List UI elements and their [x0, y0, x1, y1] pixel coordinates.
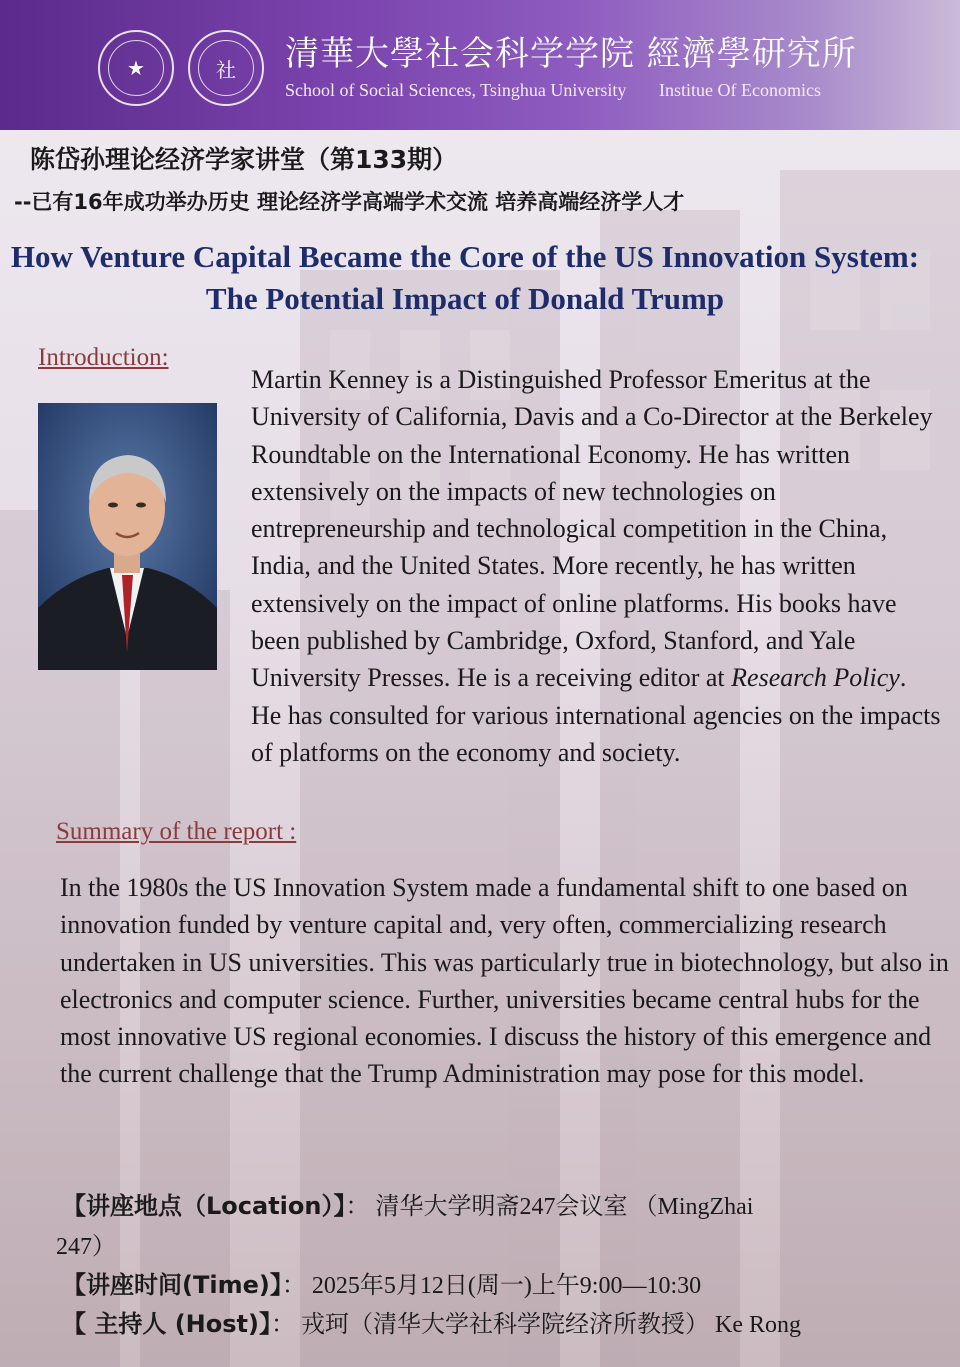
location-key: 【讲座地点（Location）】 [62, 1192, 346, 1220]
institute-name-en: Institue Of Economics [659, 80, 821, 100]
journal-name: Research Policy [731, 663, 900, 693]
series-title: 陈岱孙理论经济学家讲堂（第133期） [30, 145, 458, 174]
location-value: ： 清华大学明斋247会议室 （MingZhai [345, 1194, 754, 1220]
host-line [62, 1304, 801, 1339]
introduction-label: Introduction: [38, 344, 169, 371]
tsinghua-seal-icon: ★ [98, 30, 174, 106]
summary-text: In the 1980s the US Innovation System made a fundamental shift to one based on innovation funded by venture capital and, very often, commercializing research undertaken in US universities. This was particularly true in biotechnology, but also in electronics and computer science. Further, universities became central hubs for the most innovative US regional economies. I discuss the history of this emergence and the current challenge that the Trump Administration may pose for this model. [60, 873, 949, 1089]
institution-logo-text: 清華大學社会科学学院 經濟學研究所 [285, 34, 857, 74]
summary-label: Summary of the report : [56, 818, 297, 845]
speaker-photo [38, 403, 217, 670]
school-name-en: School of Social Sciences, Tsinghua University [285, 80, 627, 100]
time-line [62, 1265, 701, 1300]
location-line [62, 1186, 753, 1221]
location-line-cont: 247） [56, 1234, 116, 1260]
host-value: ： 戎珂（清华大学社科学院经济所教授） Ke Rong [270, 1312, 801, 1338]
lecture-title: How Venture Capital Became the Core of the US Innovation System: The Potential Impact of Donald Trump [10, 239, 920, 316]
time-value: ： 2025年5月12日(周一)上午9:00—10:30 [281, 1273, 702, 1299]
series-tagline: --已有16年成功举办历史 理论经济学高端学术交流 培养高端经济学人才 [14, 190, 685, 214]
time-key: 【讲座时间(Time)】 [62, 1271, 282, 1299]
social-sciences-seal-icon: 社 [188, 30, 264, 106]
header-banner [0, 0, 960, 130]
host-key: 【 主持人 (Host)】 [62, 1310, 271, 1338]
speaker-bio: Martin Kenney is a Distinguished Professor Emeritus at the University of California, Davis and a Co-Director at the Berkeley Roundtable on the International Economy. He has written extensively on the impacts of new technologies on entrepreneurship and technological competition in the China, India, and the United States. More recently, he has written extensively on the impact of online platforms. His books have been published by Cambridge, Oxford, Stanford, and Yale University Presses. He is a receiving editor at Research Policy. He has consulted for various international agencies on the impacts of platforms on the economy and society. [251, 365, 941, 767]
